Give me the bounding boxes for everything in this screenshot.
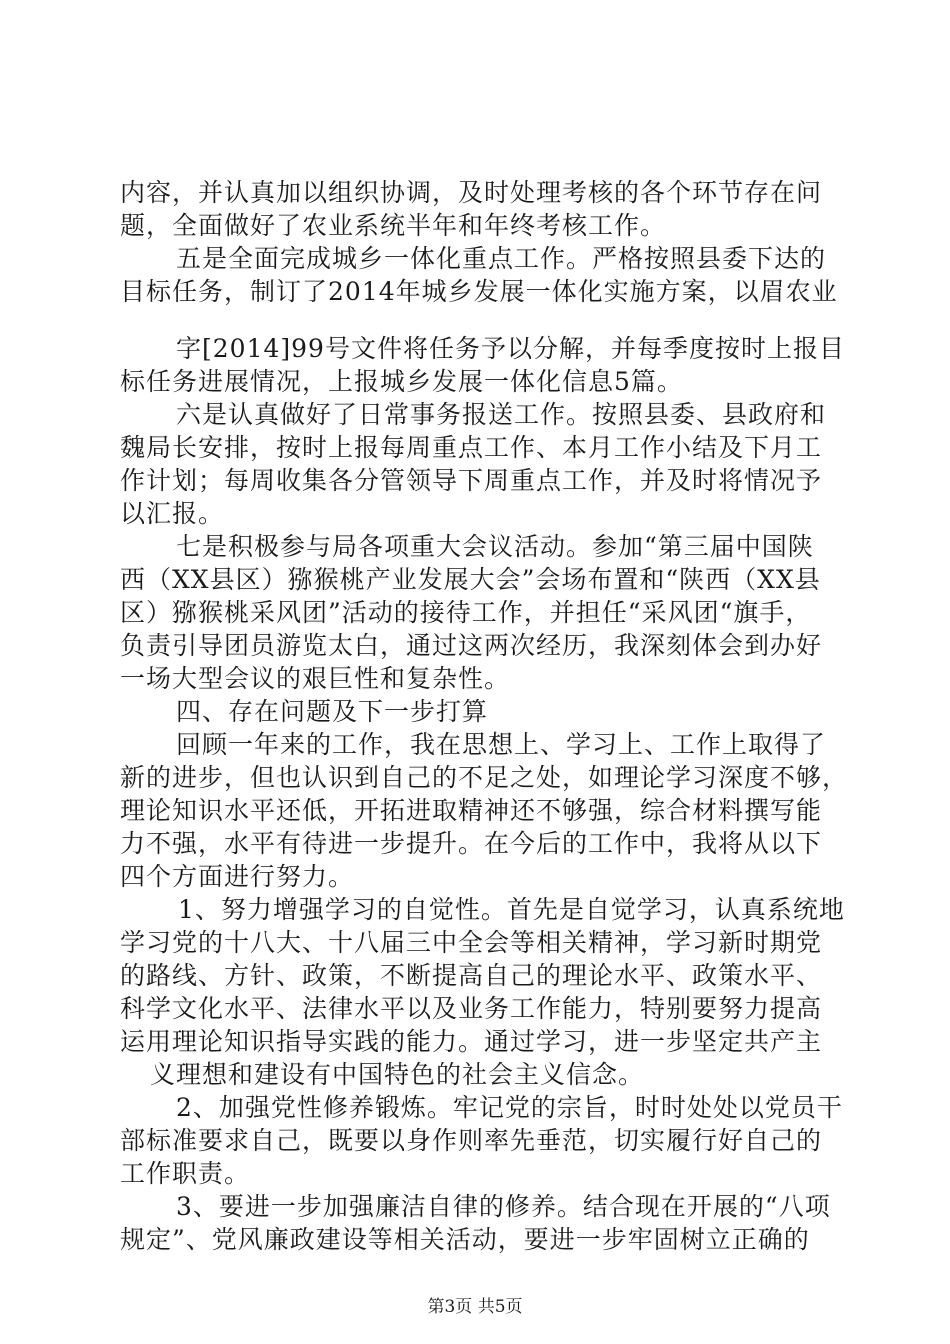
body-line: 标任务进展情况，上报城乡发展一体化信息5篇。 bbox=[120, 367, 683, 396]
body-line: 字[2014]99号文件将任务予以分解，并每季度按时上报目 bbox=[176, 334, 845, 363]
body-line: 运用理论知识指导实践的能力。通过学习，进一步坚定共产主 bbox=[120, 1027, 823, 1056]
body-line: 2、加强党性修养锻炼。牢记党的宗旨，时时处处以党员干 bbox=[176, 1093, 843, 1122]
body-line: 力不强，水平有待进一步提升。在今后的工作中，我将从以下 bbox=[120, 829, 823, 858]
body-line: 负责引导团员游览太白，通过这两次经历，我深刻体会到办好 bbox=[120, 631, 823, 660]
body-line: 3、要进一步加强廉洁自律的修养。结合现在开展的“八项 bbox=[176, 1192, 831, 1221]
body-line: 1、努力增强学习的自觉性。首先是自觉学习，认真系统地 bbox=[178, 895, 845, 924]
body-line: 作计划；每周收集各分管领导下周重点工作，并及时将情况予 bbox=[120, 466, 823, 495]
body-line: 工作职责。 bbox=[120, 1159, 251, 1188]
body-line: 区）猕猴桃采风团”活动的接待工作，并担任“采风团“旗手， bbox=[120, 598, 812, 627]
body-line: 魏局长安排，按时上报每周重点工作、本月工作小结及下月工 bbox=[120, 433, 823, 462]
body-line: 义理想和建设有中国特色的社会主义信念。 bbox=[150, 1060, 645, 1089]
body-line: 六是认真做好了日常事务报送工作。按照县委、县政府和 bbox=[176, 400, 827, 429]
body-line: 目标任务，制订了2014年城乡发展一体化实施方案，以眉农业 bbox=[120, 277, 838, 306]
body-line: 学习党的十八大、十八届三中全会等相关精神，学习新时期党 bbox=[120, 928, 823, 957]
body-line: 四个方面进行努力。 bbox=[120, 862, 355, 891]
body-line: 回顾一年来的工作，我在思想上、学习上、工作上取得了 bbox=[176, 730, 827, 759]
body-line: 以汇报。 bbox=[120, 499, 225, 528]
section-heading: 四、存在问题及下一步打算 bbox=[176, 697, 489, 726]
body-line: 西（XX县区）猕猴桃产业发展大会”会场布置和“陕西（XX县 bbox=[120, 565, 821, 594]
body-line: 一场大型会议的艰巨性和复杂性。 bbox=[120, 664, 511, 693]
body-line: 题，全面做好了农业系统半年和年终考核工作。 bbox=[120, 211, 667, 240]
page-footer: 第3页 共5页 bbox=[427, 1297, 523, 1317]
body-line: 的路线、方针、政策，不断提高自己的理论水平、政策水平、 bbox=[120, 961, 823, 990]
body-line: 理论知识水平还低，开拓进取精神还不够强，综合材料撰写能 bbox=[120, 796, 823, 825]
body-line: 规定”、党风廉政建设等相关活动，要进一步牢固树立正确的 bbox=[120, 1225, 810, 1254]
body-line: 内容，并认真加以组织协调，及时处理考核的各个环节存在问 bbox=[120, 178, 823, 207]
body-line: 七是积极参与局各项重大会议活动。参加“第三届中国陕 bbox=[176, 532, 814, 561]
body-line: 科学文化水平、法律水平以及业务工作能力，特别要努力提高 bbox=[120, 994, 823, 1023]
body-line: 部标准要求自己，既要以身作则率先垂范，切实履行好自己的 bbox=[120, 1126, 823, 1155]
body-line: 新的进步，但也认识到自己的不足之处，如理论学习深度不够， bbox=[120, 763, 849, 792]
body-line: 五是全面完成城乡一体化重点工作。严格按照县委下达的 bbox=[176, 244, 827, 273]
